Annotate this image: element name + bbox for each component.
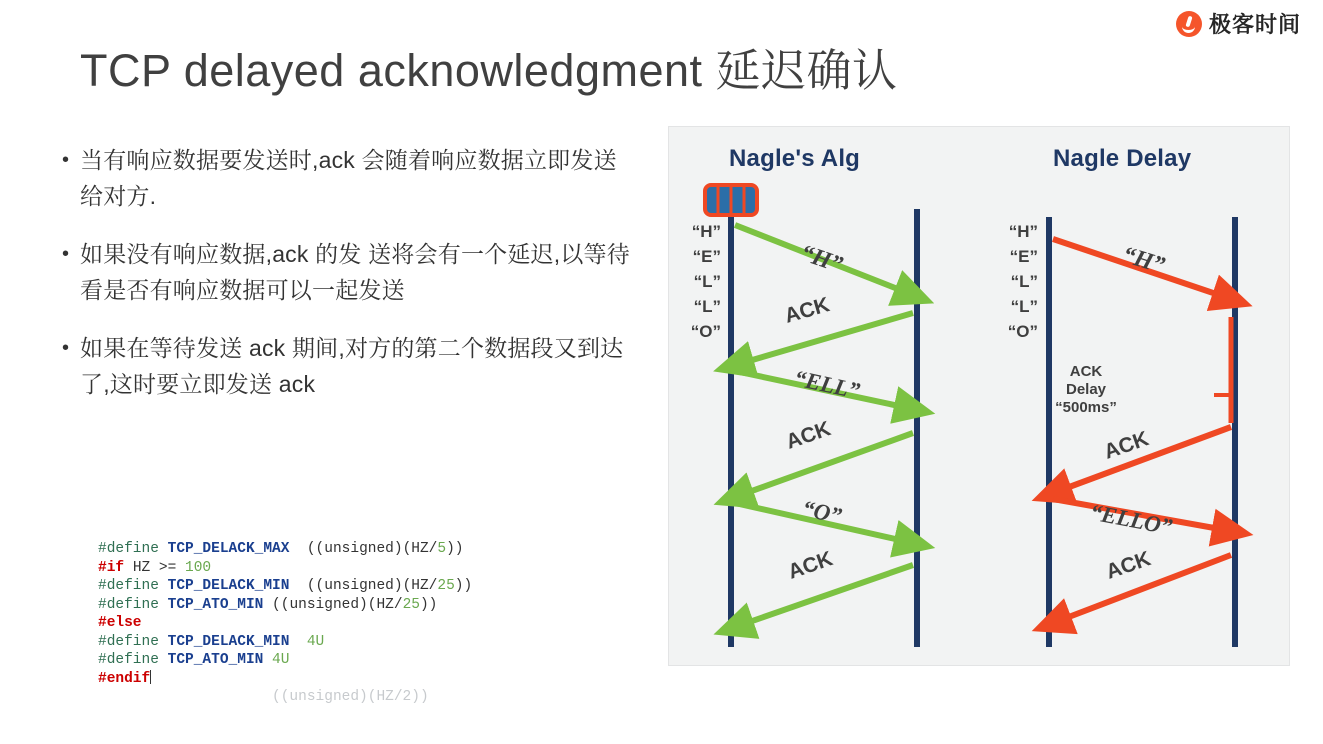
list-item — [62, 330, 632, 402]
bullet-marker: • — [62, 243, 70, 265]
svg-text:“H”: “H” — [797, 240, 846, 279]
code-token — [289, 634, 306, 650]
text-caret — [150, 670, 151, 684]
bullet-text: 当有响应数据要发送时,ack 会随着响应数据立即发送给对方. — [80, 147, 617, 209]
svg-text:ACK: ACK — [1103, 547, 1154, 584]
code-line — [98, 614, 618, 633]
nagle-diagram — [668, 126, 1290, 666]
code-line — [98, 633, 618, 652]
figure-right-title: Nagle Delay — [1053, 145, 1192, 172]
code-token: TCP_DELACK_MAX — [167, 541, 290, 557]
page-title: TCP delayed acknowledgment 延迟确认 — [80, 45, 898, 96]
list-item — [62, 142, 632, 214]
figure-letter: “H” — [691, 222, 721, 241]
code-token: 25 — [437, 578, 455, 594]
code-token: ((unsigned)(HZ/ — [289, 541, 438, 557]
code-token: ((unsigned)(HZ/ — [272, 596, 403, 613]
figure-letter: “H” — [1008, 222, 1038, 241]
code-token: #if — [98, 559, 133, 576]
code-token: TCP_ATO_MIN — [167, 652, 273, 668]
figure-letter: “L” — [693, 272, 721, 291]
code-token: 100 — [185, 559, 212, 576]
code-token: )) — [419, 596, 438, 613]
code-token: #define — [98, 596, 168, 613]
geekbang-logo-icon — [1176, 11, 1202, 37]
svg-text:ACK: ACK — [783, 417, 834, 454]
svg-text:“H”: “H” — [1119, 241, 1168, 280]
code-token: TCP_ATO_MIN — [167, 596, 273, 613]
bullet-list — [62, 142, 632, 424]
code-line — [98, 577, 618, 596]
list-item — [62, 236, 632, 308]
code-line — [98, 651, 618, 670]
figure-letter: “O” — [690, 322, 721, 341]
ack-delay-line: “500ms” — [1055, 399, 1117, 416]
code-token: TCP_DELACK_MIN — [167, 633, 290, 650]
svg-text:“O”: “O” — [799, 495, 845, 529]
code-token: 25 — [402, 596, 420, 613]
ack-delay-line: ACK — [1069, 363, 1103, 380]
code-token: 4U — [306, 633, 325, 650]
figure-letter: “E” — [1009, 247, 1038, 266]
ack-delay-line: Delay — [1065, 381, 1107, 398]
code-line — [98, 540, 618, 559]
figure-letter: “E” — [692, 247, 721, 266]
code-line — [98, 596, 618, 615]
bullet-marker: • — [62, 337, 70, 359]
bullet-text: 如果在等待发送 ack 期间,对方的第二个数据段又到达了,这时要立即发送 ack — [80, 335, 624, 397]
code-snippet — [98, 540, 618, 707]
code-token: #define — [98, 633, 168, 650]
svg-text:ACK: ACK — [1101, 427, 1152, 464]
code-token: TCP_DELACK_MIN — [167, 578, 290, 594]
code-token: 4U — [272, 652, 290, 668]
code-token: HZ >= — [132, 559, 186, 576]
code-line-clipped: ((unsigned)(HZ/2)) — [98, 689, 429, 705]
figure-letter: “O” — [1007, 322, 1038, 341]
code-line — [98, 559, 618, 578]
svg-text:“ELL”: “ELL” — [791, 365, 863, 404]
figure-letter: “L” — [1010, 297, 1038, 316]
figure-graphics — [669, 127, 1291, 667]
bullet-text: 如果没有响应数据,ack 的发 送将会有一个延迟,以等待看是否有响应数据可以一起发送 — [80, 241, 630, 303]
code-token: #else — [98, 615, 142, 631]
svg-text:ACK: ACK — [782, 293, 833, 328]
svg-text:ACK: ACK — [785, 547, 836, 584]
brand-name: 极客时间 — [1208, 12, 1301, 37]
svg-text:“ELLO”: “ELLO” — [1088, 499, 1175, 540]
code-line — [98, 670, 618, 689]
figure-letter: “L” — [1010, 272, 1038, 291]
code-token: )) — [446, 541, 464, 557]
code-token: 5 — [437, 541, 447, 557]
brand-logo — [1176, 8, 1301, 39]
code-token: #define — [98, 578, 168, 594]
code-token: #define — [98, 652, 168, 668]
figure-left-title: Nagle's Alg — [729, 145, 861, 172]
code-token: ((unsigned)(HZ/ — [289, 578, 438, 594]
code-token: )) — [454, 578, 473, 594]
bullet-marker: • — [62, 149, 70, 171]
code-token: #define — [98, 541, 168, 557]
code-token: #endif — [98, 670, 151, 687]
figure-letter: “L” — [693, 297, 721, 316]
